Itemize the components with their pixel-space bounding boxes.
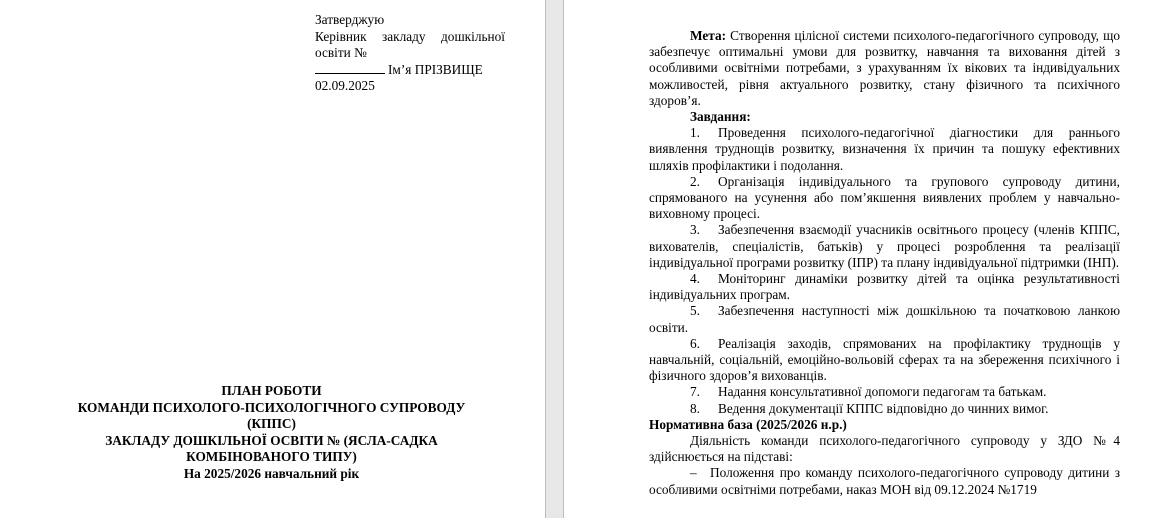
title-line-4: ЗАКЛАДУ ДОШКІЛЬНОЇ ОСВІТИ № (ЯСЛА-САДКА (105, 432, 438, 448)
title-line-2: КОМАНДИ ПСИХОЛОГО-ПСИХОЛОГІЧНОГО СУПРОВОДУ (77, 399, 466, 415)
bullet-dash: – (690, 465, 697, 481)
task-number: 1. (690, 125, 700, 141)
task-number: 8. (690, 400, 700, 416)
document-page-right (563, 0, 1157, 518)
task-number: 3. (690, 222, 700, 238)
goal-label: Мета: (690, 28, 727, 43)
goal-paragraph (649, 28, 1120, 109)
approval-line-3: освіти № (315, 45, 367, 60)
task-item (649, 401, 1120, 417)
task-number: 2. (690, 173, 700, 189)
title-line-6: На 2025/2026 навчальний рік (183, 465, 360, 481)
task-text: Моніторинг динаміки розвитку дітей та оцінка результативності індивідуальних програм. (649, 271, 1120, 303)
task-text: Ведення документації КППС відповідно до чинних вимог. (718, 400, 1049, 416)
title-line-1: ПЛАН РОБОТИ (221, 383, 322, 398)
approval-signature (315, 62, 505, 79)
task-text: Забезпечення взаємодії учасників освітнього процесу (членів КППС, вихователів, спеціалістів, батьків) у процесі розроблення та реалізації індивідуальної програми розвитку (ІПР) та плану індивідуальної підтримки (ІНП). (649, 222, 1120, 270)
page-content (649, 28, 1120, 498)
approval-block (315, 12, 505, 95)
task-item (649, 174, 1120, 223)
document-title (40, 383, 503, 482)
title-line-3: (КППС) (247, 416, 296, 431)
goal-text: Створення цілісної системи психолого-педагогічного супроводу, що забезпечує оптимальні умови для розвитку, навчання та виховання дітей з особливими освітніми потребами, з урахуванням їх вікових та індивідуальних можливостей, рівня актуального розвитку, стану фізичного та психічного здоров’я. (649, 28, 1120, 108)
signature-underline (315, 62, 385, 74)
task-number: 5. (690, 303, 700, 319)
approval-line-2: Керівник закладу дошкільної (315, 28, 505, 44)
title-line-5: КОМБІНОВАНОГО ТИПУ) (186, 449, 357, 464)
task-text: Організація індивідуального та групового супроводу дитини, спрямованого на усунення або пом’якшення виявлених проблем у навчально-виховному процесі. (649, 173, 1120, 222)
approval-date: 02.09.2025 (315, 78, 375, 93)
task-item (649, 303, 1120, 335)
normative-heading: Нормативна база (2025/2026 н.р.) (649, 416, 847, 432)
normative-bullet-text: Положення про команду психолого-педагогічного супроводу дитини з особливими освітніми потребами, наказ МОН від 09.12.2024 №1719 (649, 465, 1120, 497)
approval-line-1: Затверджую (315, 12, 385, 27)
task-text: Реалізація заходів, спрямованих на профілактику труднощів у навчальній, соціальній, емоційно-вольовій сферах та на збереження психічного і фізичного здоров’я вихованців. (649, 335, 1120, 384)
normative-intro: Діяльність команди психолого-педагогічного супроводу у ЗДО №4 здійснюється на підставі: (649, 433, 1120, 465)
task-item (649, 222, 1120, 271)
task-number: 7. (690, 384, 700, 400)
task-item (649, 336, 1120, 385)
task-text: Забезпечення наступності між дошкільною та початковою ланкою освіти. (649, 303, 1120, 335)
task-item (649, 271, 1120, 303)
task-item (649, 125, 1120, 174)
document-page-left (0, 0, 546, 518)
task-text: Надання консультативної допомоги педагогам та батькам. (718, 384, 1047, 400)
task-item (649, 384, 1120, 400)
task-text: Проведення психолого-педагогічної діагностики для раннього виявлення труднощів розвитку, визначення їх причин та пошуку ефективних шляхів профілактики і подолання. (649, 125, 1120, 173)
tasks-heading: Завдання: (690, 109, 751, 125)
task-number: 4. (690, 271, 700, 287)
approval-signature-name: Ім’я ПРІЗВИЩЕ (388, 61, 483, 77)
task-number: 6. (690, 335, 700, 351)
normative-bullet (649, 465, 1120, 497)
